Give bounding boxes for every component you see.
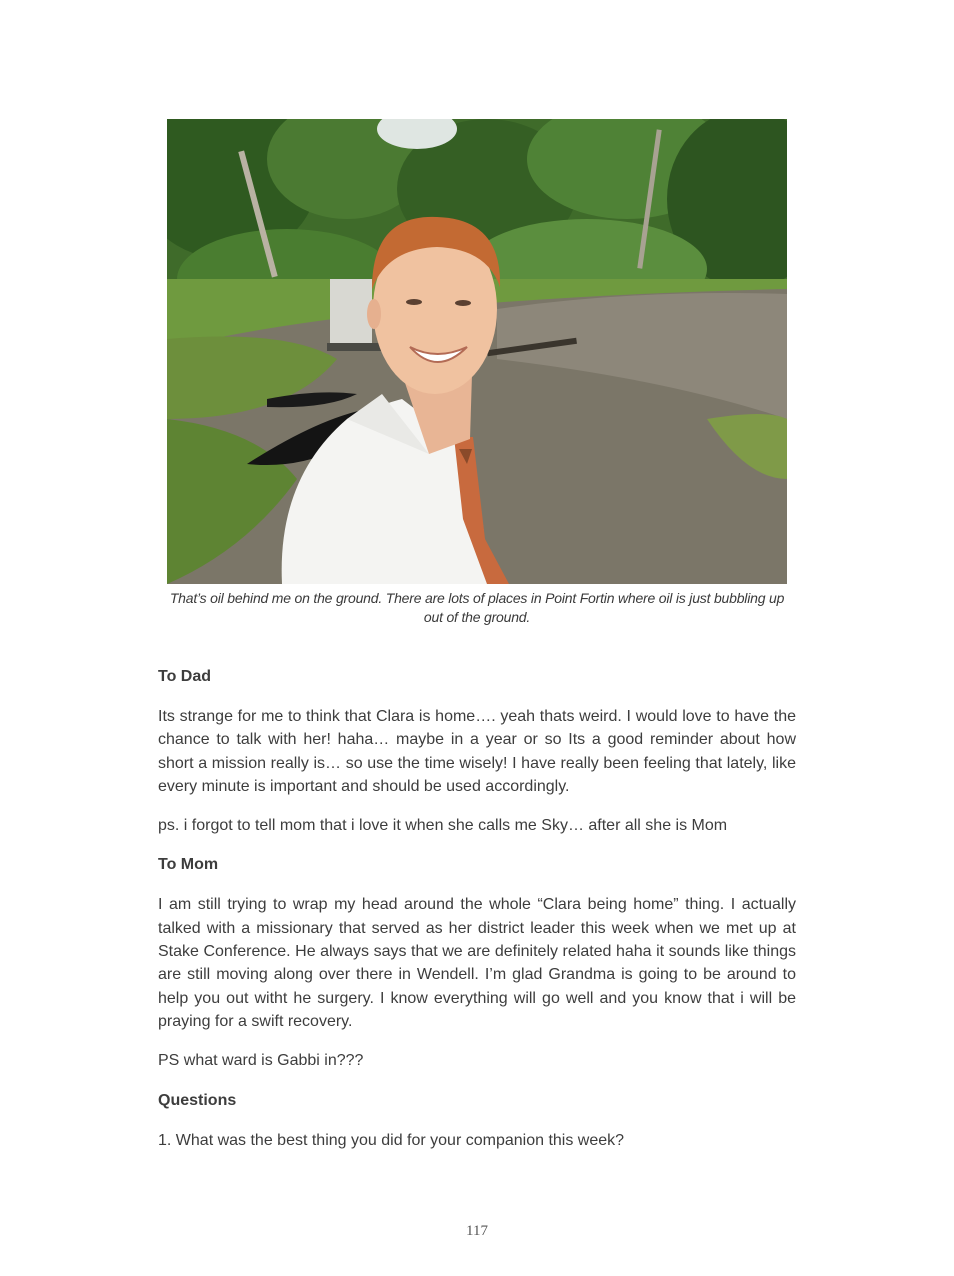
to-dad-postscript: ps. i forgot to tell mom that i love it when she calls me Sky… after all she is Mom: [158, 817, 728, 835]
photo-illustration: [167, 119, 787, 584]
to-dad-heading: To Dad: [158, 668, 212, 685]
to-mom-heading: To Mom: [158, 856, 219, 874]
question-item: 1. What was the best thing you did for your companion this week?: [158, 1131, 625, 1149]
selfie-photo: [167, 119, 787, 584]
to-mom-postscript: PS what ward is Gabbi in???: [158, 1052, 364, 1070]
questions-heading: Questions: [158, 1091, 237, 1109]
letter-body: [158, 665, 796, 1168]
to-mom-paragraph: I am still trying to wrap my head around the whole “Clara being home” thing. I actually talked with a missionary that served as her district leader this week when we met up at Stake Conference. He always says that we are definitely related haha it sounds like things are still moving along over there in Wendell. I’m glad Grandma is going to be around to help you out witht he surgery. I know everything will go well and you know that i will be praying for a swift recovery.: [158, 896, 796, 1030]
to-dad-paragraph: Its strange for me to think that Clara is home…. yeah thats weird. I would love to have the chance to talk with her! haha… maybe in a year or so Its a good reminder about how short a mission really is… so use the time wisely! I have really been feeling that lately, like every minute is important and should be used accordingly.: [158, 708, 796, 795]
photo-caption: That’s oil behind me on the ground. There are lots of places in Point Fortin where oil is just bubbling up out of the ground.: [169, 590, 785, 625]
page-number: 117: [466, 1223, 488, 1239]
